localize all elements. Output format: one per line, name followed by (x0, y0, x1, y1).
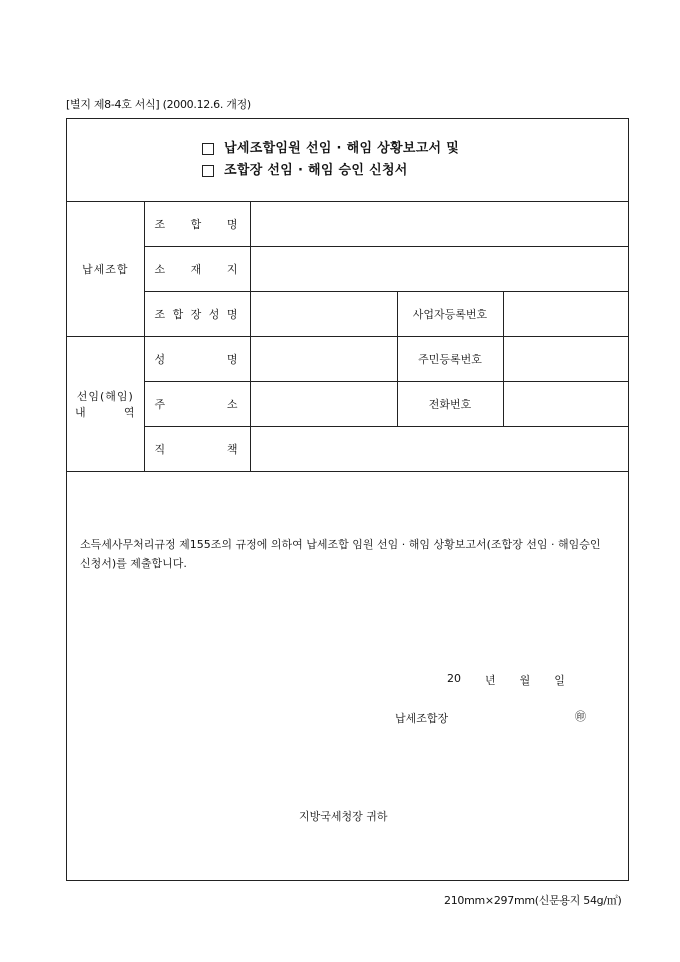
label-address: 주 소 (144, 382, 250, 427)
group-tax-union: 납세조합 (67, 202, 144, 337)
field-location[interactable] (250, 247, 628, 292)
date-year: 20 (447, 672, 461, 685)
date-day-unit: 일 (554, 674, 565, 687)
date-month-unit: 월 (519, 674, 531, 687)
label-location: 소 재 지 (144, 247, 250, 292)
paper-spec-note: 210mm×297mm(신문용지 54g/㎡) (444, 894, 622, 907)
form-number-note: [별지 제8-4호 서식] (2000.12.6. 개정) (66, 98, 251, 111)
statement-text: 소득세사무처리규정 제155조의 규정에 의하여 납세조합 임원 선임 · 해임 상황보고서(조합장 선임 · 해임승인신청서)를 제출합니다. (80, 538, 601, 570)
field-resident-reg-no[interactable] (503, 337, 628, 382)
label-union-name: 조 합 명 (144, 202, 250, 247)
group-appointment-details: 선임(해임) 내 역 (67, 337, 144, 472)
field-chairman-name[interactable] (250, 292, 397, 337)
title-line-2 (202, 160, 628, 182)
field-position[interactable] (250, 427, 628, 472)
form-title (67, 119, 628, 202)
field-name[interactable] (250, 337, 397, 382)
label-position: 직 책 (144, 427, 250, 472)
field-union-name[interactable] (250, 202, 628, 247)
label-business-reg-no: 사업자등록번호 (397, 292, 503, 337)
label-name: 성 명 (144, 337, 250, 382)
field-phone[interactable] (503, 382, 628, 427)
field-business-reg-no[interactable] (503, 292, 628, 337)
date-line (447, 672, 589, 688)
label-chairman-name: 조 합 장 성 명 (144, 292, 250, 337)
declaration-area (67, 472, 628, 882)
seal-mark: ㊞ (575, 710, 586, 723)
title-text-1: 납세조합임원 선임 · 해임 상황보고서 및 (224, 141, 460, 156)
checkbox-report[interactable] (202, 143, 214, 155)
info-table (67, 202, 628, 472)
date-year-unit: 년 (485, 674, 496, 687)
addressee: 지방국세청장 귀하 (299, 810, 388, 823)
title-line-1 (202, 138, 628, 160)
signer-label: 납세조합장 (395, 712, 449, 725)
label-phone: 전화번호 (397, 382, 503, 427)
label-resident-reg-no: 주민등록번호 (397, 337, 503, 382)
checkbox-application[interactable] (202, 165, 214, 177)
report-form (66, 118, 629, 881)
field-address[interactable] (250, 382, 397, 427)
title-text-2: 조합장 선임 · 해임 승인 신청서 (224, 163, 408, 178)
